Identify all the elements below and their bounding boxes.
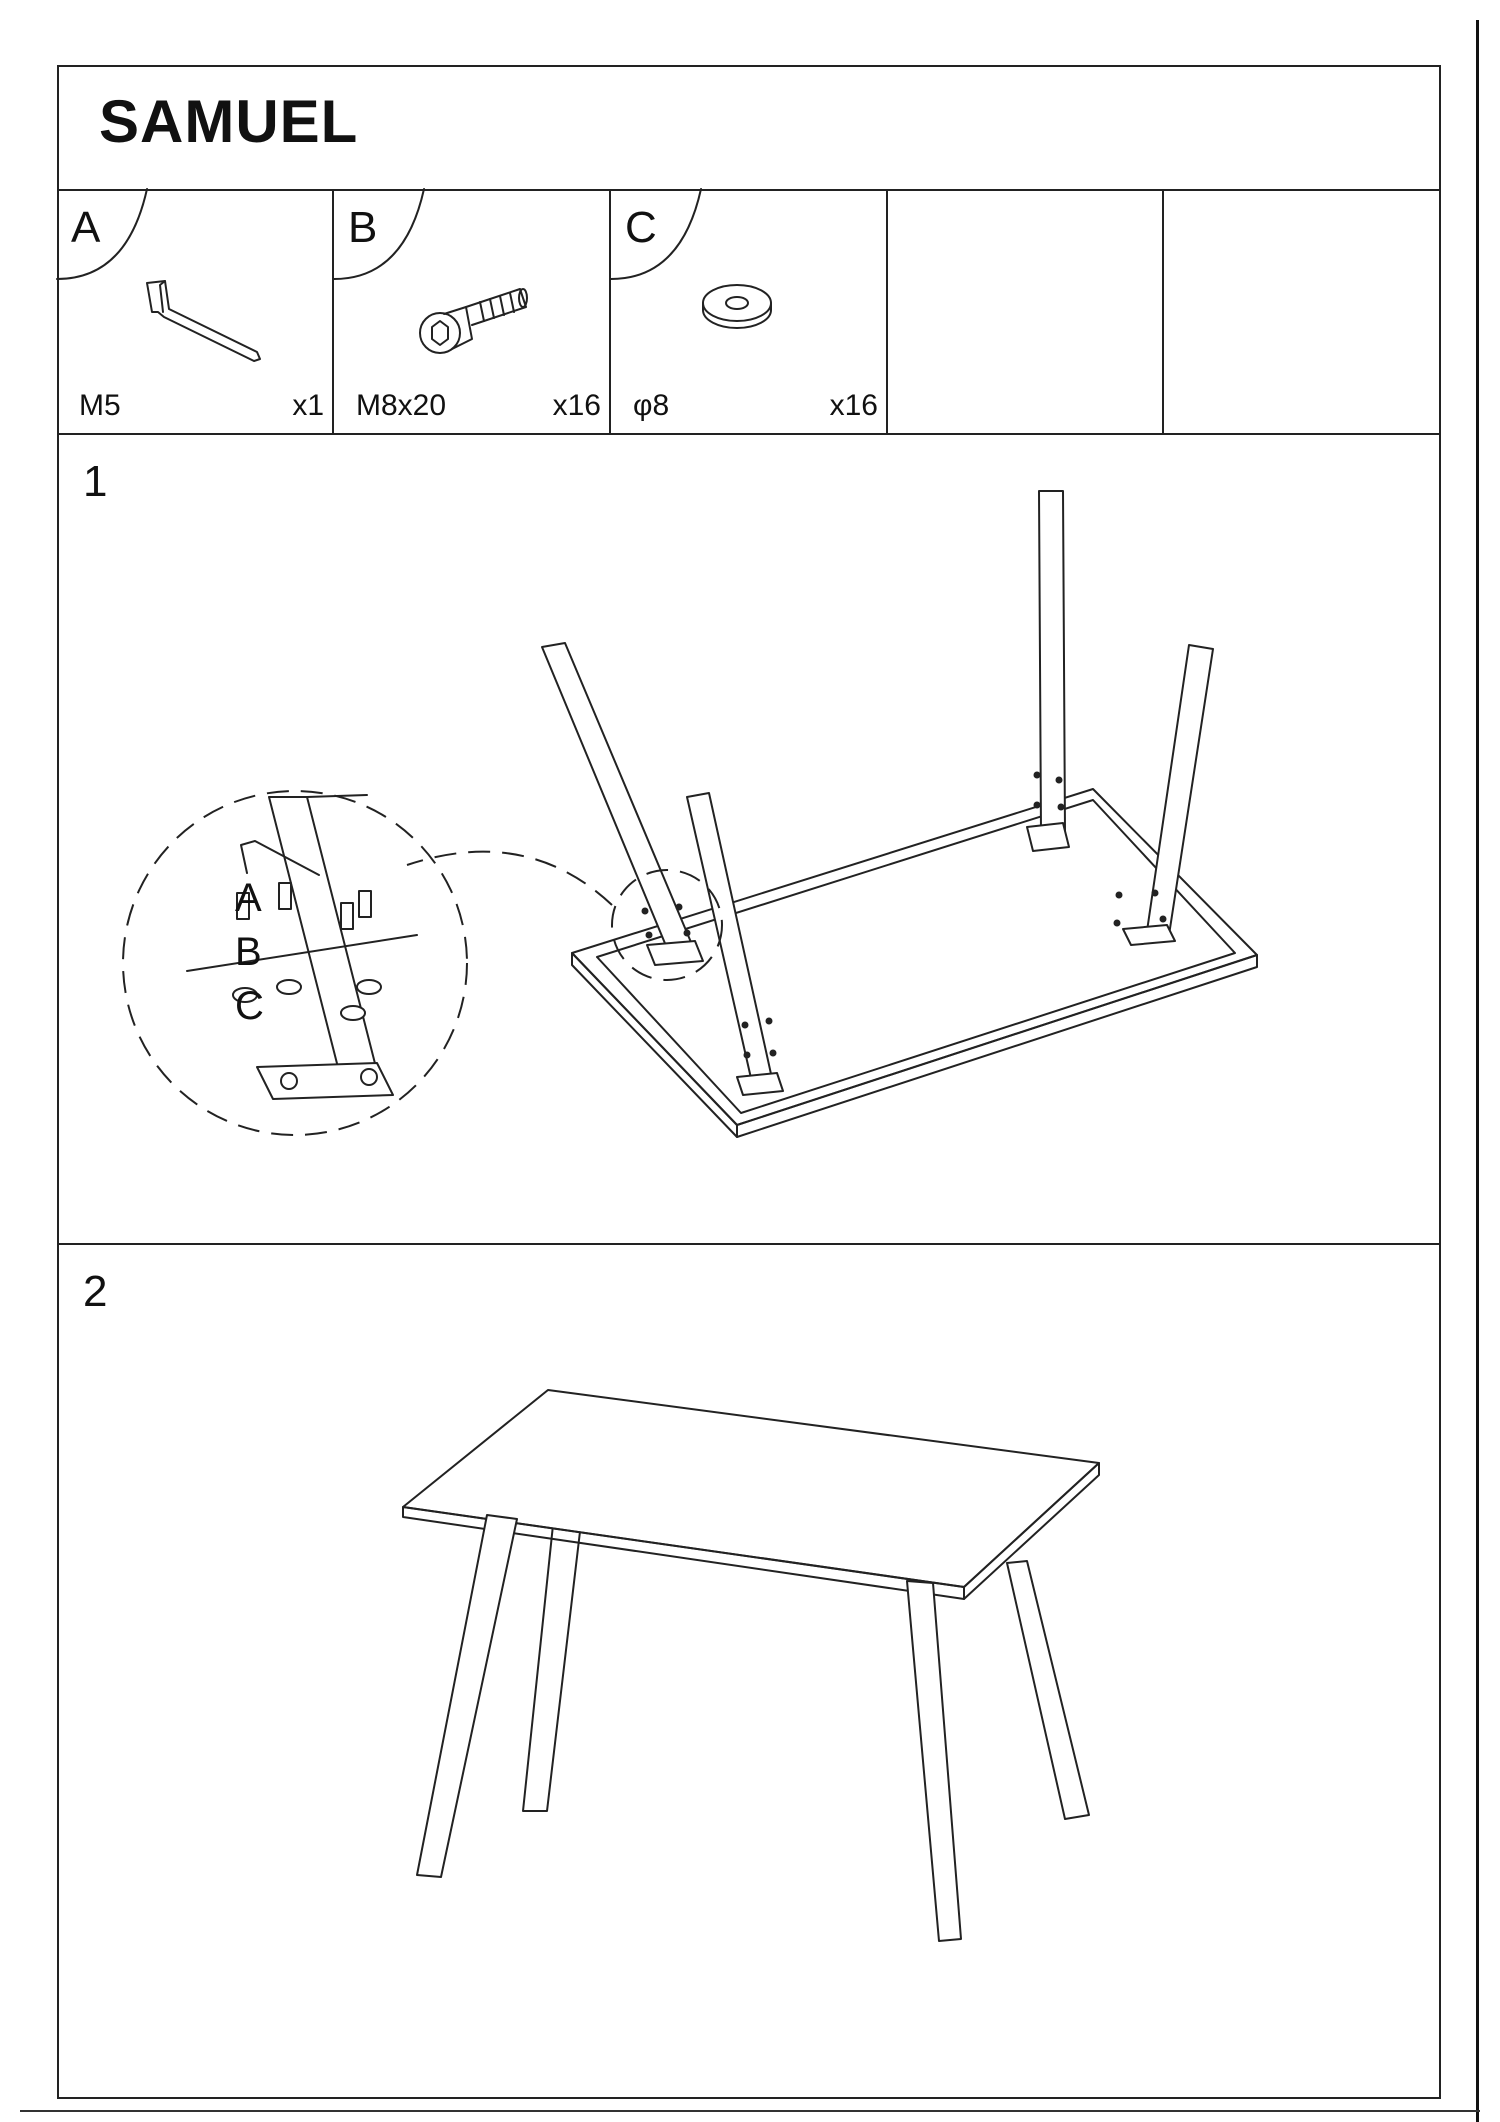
step-1 [57,435,1441,1245]
detail-callout [123,791,467,1135]
part-qty: x1 [292,389,324,422]
callout-label-a: A [235,876,262,920]
part-size: M5 [79,389,121,422]
page-bottom-rule [20,2110,1480,2112]
part-cell-b [334,189,611,433]
part-letter: C [625,203,657,252]
part-qty: x16 [552,389,601,422]
product-title: SAMUEL [99,88,359,155]
table-leg [907,1581,961,1941]
parts-row [57,189,1441,435]
part-size: M8x20 [356,389,447,422]
table-leg [542,643,703,965]
part-cell-c [611,189,888,433]
table-leg [523,1523,581,1811]
step-number: 1 [83,457,108,506]
table-leg [1007,1561,1089,1819]
title-row [57,65,1441,191]
part-qty: x16 [829,389,878,422]
step-1-illustration [57,435,1441,1245]
callout-label-c: C [235,984,264,1028]
table-leg [417,1515,517,1877]
part-cell-empty [1164,189,1441,433]
detail-connector-line [407,852,612,905]
part-letter: A [71,203,101,252]
callout-label-b: B [235,930,262,974]
part-letter: B [348,203,378,252]
part-cell-empty [888,189,1164,433]
step-2-illustration [57,1245,1441,2097]
step-2 [57,1245,1441,2097]
page-right-rule [1476,20,1479,2122]
part-size: φ8 [633,389,670,422]
table-leg [1027,491,1069,851]
part-cell-a [57,189,334,433]
step-number: 2 [83,1267,108,1316]
